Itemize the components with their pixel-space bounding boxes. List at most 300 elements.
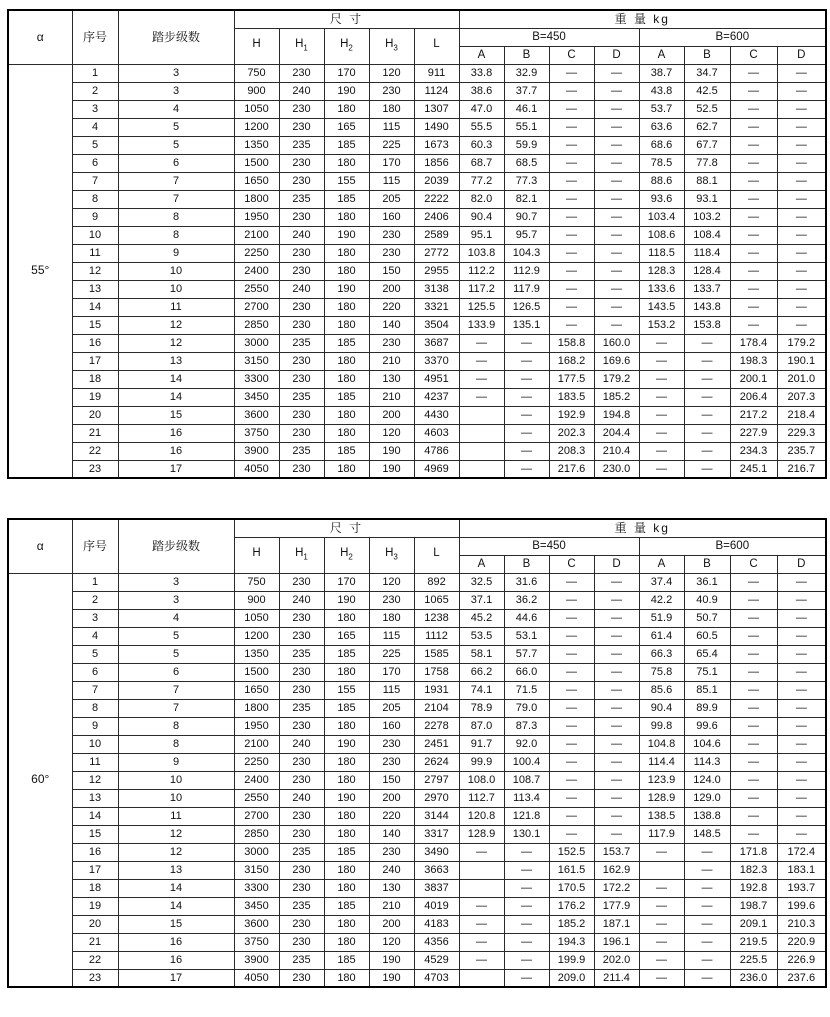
table-cell: 161.5	[549, 861, 594, 879]
table-cell: 150	[369, 771, 414, 789]
table-cell: 185	[324, 699, 369, 717]
table-cell: 158.8	[549, 334, 594, 352]
table-cell: 15	[72, 825, 118, 843]
table-cell: 178.4	[730, 334, 777, 352]
table-cell: 3490	[414, 843, 459, 861]
header-dim-h: H	[234, 28, 279, 64]
table-cell: 74.1	[459, 681, 504, 699]
table-cell: 14	[72, 807, 118, 825]
table-cell: 138.5	[639, 807, 684, 825]
table-cell: —	[639, 370, 684, 388]
header-dimensions: 尺 寸	[234, 519, 459, 537]
table-cell: 1065	[414, 591, 459, 609]
table-cell: 117.9	[504, 280, 549, 298]
table-cell: 129.0	[684, 789, 730, 807]
table-row	[8, 897, 826, 915]
table-cell: 190	[369, 442, 414, 460]
table-cell: 180	[324, 100, 369, 118]
table-row	[8, 915, 826, 933]
table-cell: 196.1	[594, 933, 639, 951]
table-cell: 133.6	[639, 280, 684, 298]
table-cell: —	[639, 460, 684, 478]
table-row	[8, 208, 826, 226]
table-cell: 225.5	[730, 951, 777, 969]
table-cell: —	[549, 244, 594, 262]
table-cell: 3750	[234, 424, 279, 442]
table-cell: 180	[324, 825, 369, 843]
table-cell: 13	[72, 280, 118, 298]
table-cell: 1800	[234, 190, 279, 208]
table-cell: 237.6	[777, 969, 826, 987]
table-cell: 66.2	[459, 663, 504, 681]
table-cell: —	[730, 190, 777, 208]
table-cell: 1124	[414, 82, 459, 100]
table-cell: —	[594, 753, 639, 771]
table-cell: 60.3	[459, 136, 504, 154]
table-cell: 2400	[234, 262, 279, 280]
table-row	[8, 406, 826, 424]
table-cell: —	[777, 735, 826, 753]
table-cell: 177.5	[549, 370, 594, 388]
table-cell: 12	[118, 334, 234, 352]
table-cell: 34.7	[684, 64, 730, 82]
table-cell: —	[504, 334, 549, 352]
table-cell: 3450	[234, 388, 279, 406]
table-cell: 1950	[234, 208, 279, 226]
table-cell: 1585	[414, 645, 459, 663]
table-cell: 180	[324, 609, 369, 627]
alpha-value: 55°	[8, 64, 72, 478]
table-cell: —	[684, 951, 730, 969]
header-dim-h2: $H_2$	[324, 28, 369, 64]
table-cell: 66.0	[504, 663, 549, 681]
table-cell: 79.0	[504, 699, 549, 717]
table-cell: —	[730, 316, 777, 334]
table-cell: 225	[369, 136, 414, 154]
table-cell: —	[594, 118, 639, 136]
table-cell: —	[549, 807, 594, 825]
table-cell: 14	[118, 897, 234, 915]
table-cell: 185	[324, 334, 369, 352]
table-cell: —	[594, 64, 639, 82]
table-cell: 8	[72, 699, 118, 717]
table-cell: 230	[279, 753, 324, 771]
table-cell: —	[549, 280, 594, 298]
table-cell: 240	[369, 861, 414, 879]
table-cell: 230	[369, 226, 414, 244]
spec-table-60	[7, 518, 827, 988]
table-cell: 180	[324, 915, 369, 933]
table-cell	[639, 861, 684, 879]
header-col-a: A	[459, 46, 504, 64]
header-dim-h2: $H_2$	[324, 537, 369, 573]
table-cell: 67.7	[684, 136, 730, 154]
table-cell: —	[594, 208, 639, 226]
table-cell: 12	[118, 825, 234, 843]
table-cell: 235	[279, 843, 324, 861]
table-cell: —	[459, 370, 504, 388]
table-cell: 194.8	[594, 406, 639, 424]
table-cell: —	[684, 442, 730, 460]
table-cell: 750	[234, 573, 279, 591]
table-cell: —	[684, 406, 730, 424]
table-cell: 130	[369, 370, 414, 388]
table-row	[8, 771, 826, 789]
table-cell: 234.3	[730, 442, 777, 460]
table-cell: 183.1	[777, 861, 826, 879]
table-body-60	[8, 573, 826, 987]
table-cell: —	[684, 861, 730, 879]
table-cell: 185	[324, 442, 369, 460]
header-col-c: C	[549, 555, 594, 573]
table-cell: 37.1	[459, 591, 504, 609]
table-cell: —	[777, 280, 826, 298]
table-cell: 31.6	[504, 573, 549, 591]
table-cell: —	[549, 136, 594, 154]
table-cell: —	[594, 663, 639, 681]
table-cell: 108.4	[684, 226, 730, 244]
table-cell: 60.5	[684, 627, 730, 645]
table-cell: 230	[279, 406, 324, 424]
table-cell: 3	[72, 100, 118, 118]
table-cell: 180	[369, 609, 414, 627]
table-cell: 112.9	[504, 262, 549, 280]
table-cell: —	[777, 136, 826, 154]
table-cell: 1350	[234, 136, 279, 154]
table-cell: 230	[279, 370, 324, 388]
table-cell: —	[504, 352, 549, 370]
table-cell: 71.5	[504, 681, 549, 699]
header-dim-h1: $H_1$	[279, 537, 324, 573]
table-cell: 2	[72, 82, 118, 100]
table-cell: —	[777, 591, 826, 609]
table-cell: —	[730, 735, 777, 753]
table-cell: 92.0	[504, 735, 549, 753]
table-cell: 180	[324, 879, 369, 897]
table-cell: 892	[414, 573, 459, 591]
table-cell: 230	[369, 82, 414, 100]
table-cell: 236.0	[730, 969, 777, 987]
table-cell: 153.7	[594, 843, 639, 861]
table-cell: 10	[118, 280, 234, 298]
table-cell: 108.6	[639, 226, 684, 244]
table-cell: 16	[72, 843, 118, 861]
table-cell: 5	[118, 118, 234, 136]
table-cell: 235	[279, 645, 324, 663]
table-cell: 900	[234, 82, 279, 100]
table-cell: 230	[279, 64, 324, 82]
table-cell: 180	[324, 406, 369, 424]
table-cell: —	[730, 663, 777, 681]
table-cell: —	[777, 154, 826, 172]
table-cell: —	[777, 316, 826, 334]
table-cell	[459, 442, 504, 460]
table-cell: —	[459, 951, 504, 969]
header-weight: 重 量 kg	[459, 519, 826, 537]
table-cell: —	[504, 969, 549, 987]
table-cell: —	[594, 735, 639, 753]
table-cell: 218.4	[777, 406, 826, 424]
table-cell: 120	[369, 933, 414, 951]
table-cell: 75.1	[684, 663, 730, 681]
header-weight: 重 量 kg	[459, 10, 826, 28]
table-cell: 180	[324, 663, 369, 681]
table-cell: 8	[118, 735, 234, 753]
table-cell: 2250	[234, 244, 279, 262]
table-cell: —	[549, 699, 594, 717]
table-row	[8, 807, 826, 825]
table-cell: 1500	[234, 663, 279, 681]
table-cell: 230	[369, 753, 414, 771]
table-cell: 3	[118, 64, 234, 82]
table-cell: 3000	[234, 843, 279, 861]
table-row	[8, 861, 826, 879]
table-cell: 104.8	[639, 735, 684, 753]
table-cell: 230	[279, 154, 324, 172]
table-cell: 55.1	[504, 118, 549, 136]
table-cell: —	[549, 645, 594, 663]
table-row	[8, 316, 826, 334]
table-cell: 204.4	[594, 424, 639, 442]
table-cell: 82.0	[459, 190, 504, 208]
table-cell: —	[639, 424, 684, 442]
table-cell: —	[639, 879, 684, 897]
table-cell: 185	[324, 388, 369, 406]
table-cell: 1	[72, 573, 118, 591]
table-cell: 1307	[414, 100, 459, 118]
table-cell: 38.6	[459, 82, 504, 100]
table-cell: 153.2	[639, 316, 684, 334]
table-row	[8, 735, 826, 753]
table-cell: —	[549, 154, 594, 172]
table-cell: —	[594, 681, 639, 699]
table-cell: —	[730, 226, 777, 244]
header-serial: 序号	[72, 519, 118, 573]
table-cell: 10	[72, 735, 118, 753]
table-cell: 180	[324, 861, 369, 879]
table-cell: —	[684, 370, 730, 388]
table-cell: —	[594, 645, 639, 663]
table-cell: 85.6	[639, 681, 684, 699]
table-cell: 900	[234, 591, 279, 609]
header-col-d: D	[594, 46, 639, 64]
table-cell: 93.1	[684, 190, 730, 208]
table-cell: 180	[324, 717, 369, 735]
table-cell: 77.2	[459, 172, 504, 190]
table-cell: 201.0	[777, 370, 826, 388]
table-cell: 1350	[234, 645, 279, 663]
table-cell: 2700	[234, 298, 279, 316]
table-cell: —	[504, 915, 549, 933]
table-cell: 78.5	[639, 154, 684, 172]
table-cell: —	[777, 771, 826, 789]
table-cell: 91.7	[459, 735, 504, 753]
table-cell: 209.0	[549, 969, 594, 987]
table-cell: 2700	[234, 807, 279, 825]
table-cell: 7	[72, 681, 118, 699]
table-cell: 2955	[414, 262, 459, 280]
table-cell: 185.2	[549, 915, 594, 933]
table-cell: 200	[369, 280, 414, 298]
header-col-d: D	[594, 555, 639, 573]
table-cell: 20	[72, 915, 118, 933]
table-cell: 209.1	[730, 915, 777, 933]
table-cell: 4	[118, 100, 234, 118]
table-cell: 77.3	[504, 172, 549, 190]
table-cell: 32.9	[504, 64, 549, 82]
table-cell: —	[730, 753, 777, 771]
table-cell: 3300	[234, 370, 279, 388]
table-cell: —	[504, 933, 549, 951]
table-cell: 235	[279, 190, 324, 208]
table-cell: 90.4	[639, 699, 684, 717]
table-row	[8, 424, 826, 442]
table-cell: —	[639, 969, 684, 987]
header-dim-h1: $H_1$	[279, 28, 324, 64]
table-cell: 230	[279, 933, 324, 951]
table-cell: 230	[279, 424, 324, 442]
table-cell: 150	[369, 262, 414, 280]
table-cell: 124.0	[684, 771, 730, 789]
header-steps: 踏步级数	[118, 10, 234, 64]
table-cell: 3600	[234, 406, 279, 424]
table-cell: 177.9	[594, 897, 639, 915]
table-cell: —	[504, 951, 549, 969]
table-cell: 130	[369, 879, 414, 897]
table-cell: 14	[118, 370, 234, 388]
table-cell: 185	[324, 951, 369, 969]
table-cell: 200	[369, 406, 414, 424]
table-cell: —	[594, 591, 639, 609]
table-cell: 21	[72, 933, 118, 951]
table-cell: —	[777, 244, 826, 262]
table-cell: 165	[324, 627, 369, 645]
table-cell: 108.0	[459, 771, 504, 789]
header-col-b: B	[504, 46, 549, 64]
table-cell	[459, 969, 504, 987]
table-cell: —	[684, 352, 730, 370]
table-cell: —	[459, 334, 504, 352]
table-cell: 180	[324, 370, 369, 388]
table-cell: —	[730, 154, 777, 172]
table-cell: 217.2	[730, 406, 777, 424]
table-cell: 15	[118, 406, 234, 424]
table-cell: 180	[369, 100, 414, 118]
table-cell: —	[504, 460, 549, 478]
header-col-c2: C	[730, 46, 777, 64]
header-b600: B=600	[639, 28, 826, 46]
table-cell: 2406	[414, 208, 459, 226]
table-row	[8, 627, 826, 645]
table-row	[8, 609, 826, 627]
table-cell: 12	[72, 771, 118, 789]
table-cell: 112.2	[459, 262, 504, 280]
table-cell: 211.4	[594, 969, 639, 987]
table-cell: 185	[324, 190, 369, 208]
table-cell: —	[777, 717, 826, 735]
table-cell: —	[730, 82, 777, 100]
table-cell: 138.8	[684, 807, 730, 825]
table-cell: 4	[72, 118, 118, 136]
header-col-c: C	[549, 46, 594, 64]
table-cell: 2	[72, 591, 118, 609]
table-cell: —	[777, 681, 826, 699]
table-cell: 229.3	[777, 424, 826, 442]
table-cell: 21	[72, 424, 118, 442]
table-cell: 13	[118, 861, 234, 879]
table-cell: —	[684, 933, 730, 951]
table-cell: 230	[279, 609, 324, 627]
table-cell: 3600	[234, 915, 279, 933]
table-cell: 182.3	[730, 861, 777, 879]
table-row	[8, 699, 826, 717]
table-cell: 46.1	[504, 100, 549, 118]
table-cell: —	[777, 627, 826, 645]
table-cell: 125.5	[459, 298, 504, 316]
table-cell: 11	[118, 807, 234, 825]
table-cell: —	[549, 262, 594, 280]
table-cell: 3900	[234, 951, 279, 969]
table-cell: 230	[279, 244, 324, 262]
table-row	[8, 933, 826, 951]
table-cell: 12	[118, 843, 234, 861]
table-cell: 205	[369, 190, 414, 208]
table-cell: —	[730, 136, 777, 154]
table-cell: 3900	[234, 442, 279, 460]
table-cell: —	[777, 226, 826, 244]
table-cell: 3837	[414, 879, 459, 897]
table-cell: 2850	[234, 825, 279, 843]
table-cell: 2250	[234, 753, 279, 771]
table-cell: 108.7	[504, 771, 549, 789]
table-cell: 190	[324, 226, 369, 244]
table-cell: 162.9	[594, 861, 639, 879]
table-cell: —	[594, 190, 639, 208]
table-cell: 1931	[414, 681, 459, 699]
header-serial: 序号	[72, 10, 118, 64]
table-cell: 172.4	[777, 843, 826, 861]
table-cell: 217.6	[549, 460, 594, 478]
table-cell: 1950	[234, 717, 279, 735]
table-cell: —	[777, 64, 826, 82]
header-dimensions: 尺 寸	[234, 10, 459, 28]
table-cell: 152.5	[549, 843, 594, 861]
table-cell: 2400	[234, 771, 279, 789]
table-row	[8, 370, 826, 388]
header-b450: B=450	[459, 28, 639, 46]
table-cell: 180	[324, 154, 369, 172]
table-cell: 8	[118, 208, 234, 226]
table-cell: 12	[72, 262, 118, 280]
table-cell: —	[730, 645, 777, 663]
table-cell: 171.8	[730, 843, 777, 861]
table-cell: 219.5	[730, 933, 777, 951]
table-cell: 61.4	[639, 627, 684, 645]
table-cell: 235	[279, 897, 324, 915]
table-cell: 192.8	[730, 879, 777, 897]
table-cell: 8	[118, 226, 234, 244]
table-cell: 52.5	[684, 100, 730, 118]
table-row	[8, 100, 826, 118]
table-row	[8, 645, 826, 663]
table-cell: 104.6	[684, 735, 730, 753]
table-cell: —	[777, 262, 826, 280]
table-cell: —	[594, 771, 639, 789]
table-cell: 43.8	[639, 82, 684, 100]
table-cell: 1050	[234, 100, 279, 118]
table-cell: 6	[118, 663, 234, 681]
table-cell: 3000	[234, 334, 279, 352]
